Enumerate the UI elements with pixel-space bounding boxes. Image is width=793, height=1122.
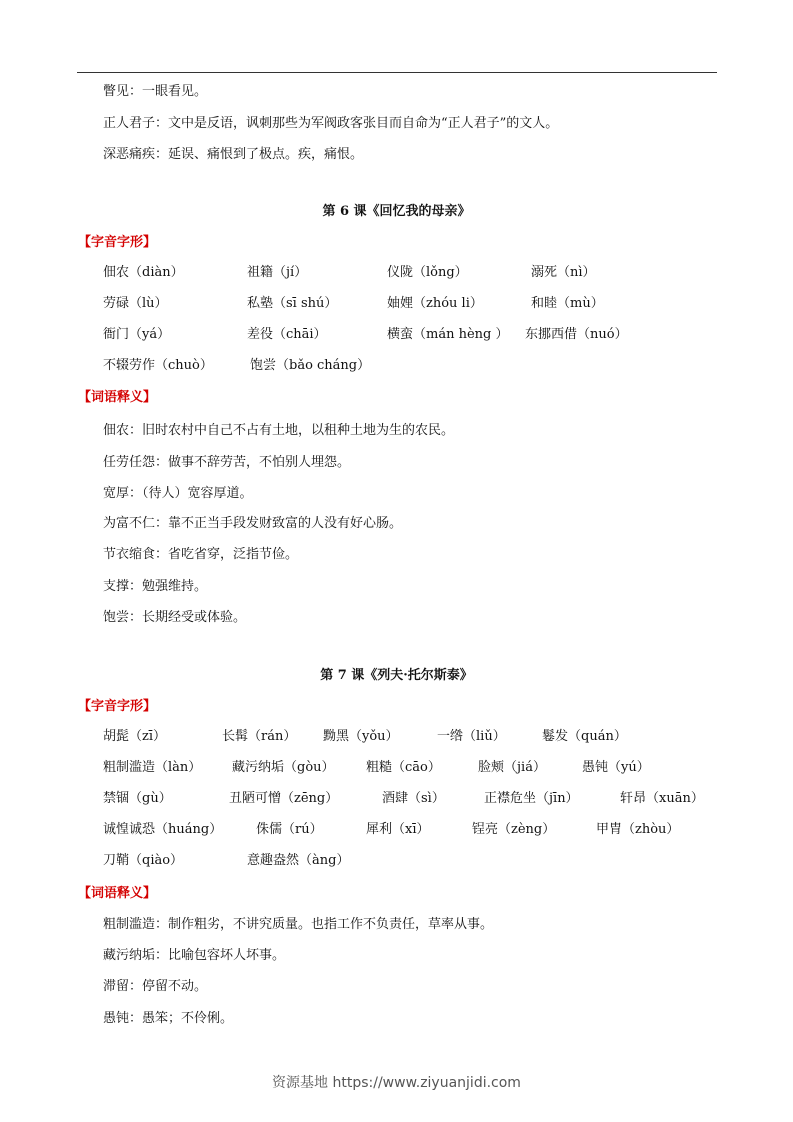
- pron-item: 黝黑（yǒu）: [323, 729, 399, 744]
- pron-item: 锃亮（zèng）: [472, 822, 556, 837]
- pron-item: 劳碌（lù）: [103, 296, 168, 311]
- definition-line: 任劳任怨：做事不辞劳苦，不怕别人埋怨。: [103, 455, 351, 470]
- pron-item: 横蛮（mán hèng ）: [387, 327, 509, 342]
- pron-item: 诚惶诚恐（huáng）: [103, 822, 223, 837]
- pron-item: 鬈发（quán）: [542, 729, 627, 744]
- pron-item: 意趣盎然（àng）: [247, 853, 350, 868]
- pron-item: 正襟危坐（jīn）: [484, 791, 579, 806]
- pron-item: 仪陇（lǒng）: [387, 265, 468, 280]
- pron-item: 佃农（diàn）: [103, 265, 184, 280]
- definition-line: 藏污纳垢：比喻包容坏人坏事。: [103, 948, 286, 963]
- definition-line: 佃农：旧时农村中自己不占有土地，以租种土地为生的农民。: [103, 423, 455, 438]
- pronunciation-tag: 【字音字形】: [78, 699, 157, 714]
- pron-item: 不辍劳作（chuò）: [103, 358, 213, 373]
- pron-item: 粗糙（cāo）: [366, 760, 441, 775]
- definitions-tag: 【词语释义】: [78, 886, 157, 901]
- pron-item: 溺死（nì）: [531, 265, 596, 280]
- pron-item: 藏污纳垢（gòu）: [232, 760, 335, 775]
- pron-item: 私塾（sī shú）: [247, 296, 338, 311]
- lesson-7-title: 第 7 课《列夫·托尔斯泰》: [320, 668, 473, 683]
- pron-item: 胡髭（zī）: [103, 729, 167, 744]
- definition-line: 正人君子：文中是反语，讽刺那些为军阀政客张目而自命为“正人君子”的文人。: [103, 116, 559, 131]
- pronunciation-tag: 【字音字形】: [78, 235, 157, 250]
- pron-item: 轩昂（xuān）: [620, 791, 704, 806]
- definition-line: 愚钝：愚笨；不伶俐。: [103, 1011, 234, 1026]
- header-rule: [77, 72, 717, 73]
- pron-item: 愚钝（yú）: [582, 760, 650, 775]
- definition-line: 粗制滥造：制作粗劣，不讲究质量。也指工作不负责任，草率从事。: [103, 917, 494, 932]
- lesson-6-title: 第 6 课《回忆我的母亲》: [322, 204, 471, 219]
- pron-item: 脸颊（jiá）: [478, 760, 546, 775]
- pron-item: 东挪西借（nuó）: [525, 327, 628, 342]
- definition-line: 为富不仁：靠不正当手段发财致富的人没有好心肠。: [103, 516, 403, 531]
- definition-line: 瞥见：一眼看见。: [103, 84, 208, 99]
- pron-item: 一绺（liǔ）: [437, 729, 506, 744]
- pron-item: 刀鞘（qiào）: [103, 853, 184, 868]
- pron-item: 和睦（mù）: [531, 296, 604, 311]
- footer-watermark: 资源基地 https://www.ziyuanjidi.com: [272, 1075, 521, 1091]
- definition-line: 节衣缩食：省吃省穿，泛指节俭。: [103, 547, 299, 562]
- definition-line: 宽厚：（待人）宽容厚道。: [103, 486, 253, 501]
- pron-item: 丑陋可憎（zēng）: [229, 791, 339, 806]
- pron-item: 犀利（xī）: [366, 822, 430, 837]
- pron-item: 禁锢（gù）: [103, 791, 172, 806]
- pron-item: 侏儒（rú）: [256, 822, 323, 837]
- definition-line: 深恶痛疾：延误、痛恨到了极点。疾，痛恨。: [103, 147, 364, 162]
- pron-item: 甲胄（zhòu）: [596, 822, 680, 837]
- definition-line: 饱尝：长期经受或体验。: [103, 610, 247, 625]
- pron-item: 长髯（rán）: [222, 729, 297, 744]
- pron-item: 差役（chāi）: [247, 327, 327, 342]
- pron-item: 粗制滥造（làn）: [103, 760, 202, 775]
- pron-item: 衙门（yá）: [103, 327, 171, 342]
- pron-item: 祖籍（jí）: [247, 265, 308, 280]
- pron-item: 酒肆（sì）: [382, 791, 445, 806]
- definition-line: 滞留：停留不动。: [103, 979, 208, 994]
- pron-item: 妯娌（zhóu li）: [387, 296, 483, 311]
- pron-item: 饱尝（bǎo cháng）: [250, 358, 371, 373]
- definitions-tag: 【词语释义】: [78, 390, 157, 405]
- definition-line: 支撑：勉强维持。: [103, 579, 208, 594]
